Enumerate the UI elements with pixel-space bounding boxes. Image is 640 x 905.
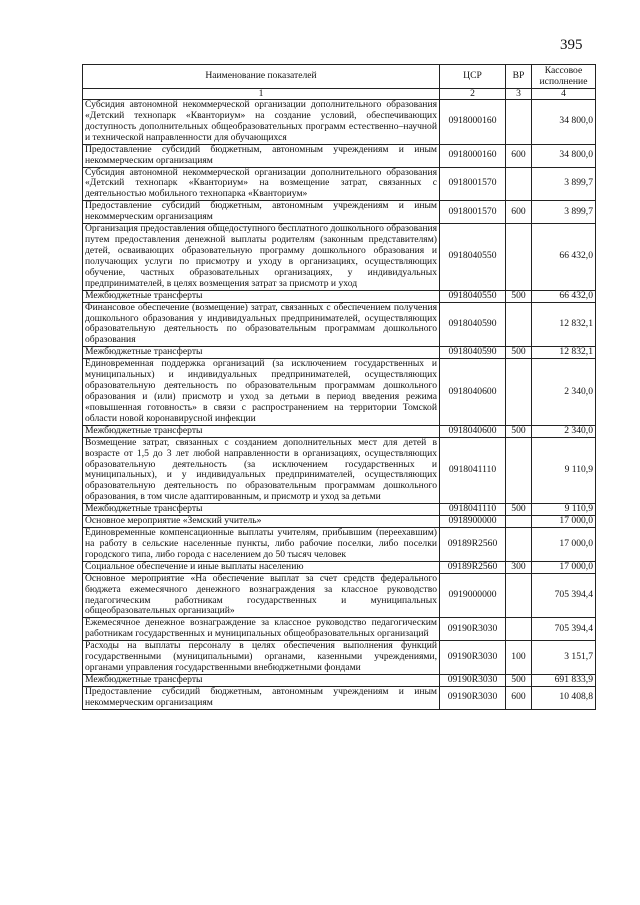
cell-amount: 9 110,9 [532,437,596,504]
cell-vr: 500 [506,347,532,359]
cell-amount: 12 832,1 [532,347,596,359]
table-row [83,675,596,687]
table-row [83,290,596,302]
table-body [83,100,596,710]
column-number: 4 [532,89,596,100]
cell-csr: 0918040590 [440,302,506,347]
cell-amount: 17 000,0 [532,561,596,573]
cell-amount: 2 340,0 [532,425,596,437]
table-header-row [83,65,596,89]
table-row [83,100,596,145]
cell-csr: 09190R3030 [440,686,506,709]
header-amount: Кассовое исполнение [532,65,596,89]
column-number-row [83,89,596,100]
cell-name: Межбюджетные трансферты [83,504,440,516]
cell-csr: 09190R3030 [440,618,506,641]
table-row [83,618,596,641]
table-row [83,686,596,709]
cell-amount: 17 000,0 [532,528,596,562]
cell-vr: 300 [506,561,532,573]
cell-vr [506,167,532,201]
cell-name: Субсидия автономной некоммерческой организации дополнительного образования «Детский технопарк «Кванториум» на возмещение затрат, связанных с деятельностью мобильного технопарка «Кванториум» [83,167,440,201]
table-row [83,528,596,562]
cell-csr: 09190R3030 [440,675,506,687]
cell-name: Предоставление субсидий бюджетным, автономным учреждениям и иным некоммерческим организациям [83,201,440,224]
table-row [83,425,596,437]
cell-amount: 34 800,0 [532,144,596,167]
cell-name: Основное мероприятие «Земский учитель» [83,516,440,528]
table-row [83,167,596,201]
cell-vr [506,516,532,528]
cell-csr: 09189R2560 [440,561,506,573]
header-csr: ЦСР [440,65,506,89]
cell-amount: 2 340,0 [532,359,596,426]
cell-name: Организация предоставления общедоступного бесплатного дошкольного образования путем предоставления денежной выплаты родителям (законным представителям) детей, осваивающих образовательную программу дошкольного образования и получающих услуги по присмотру и уходу в организациях, осуществляющих обучение, частных образовательных организациях, у индивидуальных предпринимателей, в целях возмещения затрат за присмотр и уход [83,224,440,291]
cell-vr [506,437,532,504]
cell-name: Межбюджетные трансферты [83,290,440,302]
cell-csr: 0918041110 [440,437,506,504]
cell-vr: 600 [506,201,532,224]
cell-vr: 100 [506,641,532,675]
cell-vr [506,618,532,641]
cell-csr: 0918040600 [440,425,506,437]
budget-execution-table [82,64,596,710]
table-row [83,437,596,504]
column-number: 2 [440,89,506,100]
cell-csr: 0918041110 [440,504,506,516]
page-number: 395 [560,37,583,53]
cell-amount: 3 899,7 [532,201,596,224]
cell-amount: 691 833,9 [532,675,596,687]
cell-csr: 0918000160 [440,100,506,145]
cell-vr: 500 [506,675,532,687]
table-row [83,561,596,573]
table-row [83,573,596,618]
cell-name: Единовременная поддержка организаций (за исключением государственных и муниципальных) и индивидуальных предпринимателей, осуществляющих образовательную деятельность по образовательным программам дошкольного образования и (или) присмотр и уход за детьми в период введения режима «повышенная готовность» в связи с распространением на территории Томской области новой коронавирусной инфекции [83,359,440,426]
header-name: Наименование показателей [83,65,440,89]
cell-vr: 500 [506,290,532,302]
cell-name: Предоставление субсидий бюджетным, автономным учреждениям и иным некоммерческим организациям [83,686,440,709]
cell-amount: 3 151,7 [532,641,596,675]
table-row [83,144,596,167]
cell-vr: 500 [506,504,532,516]
cell-amount: 705 394,4 [532,618,596,641]
cell-name: Межбюджетные трансферты [83,425,440,437]
table-row [83,224,596,291]
cell-amount: 66 432,0 [532,224,596,291]
cell-csr: 0918000160 [440,144,506,167]
cell-csr: 0918001570 [440,167,506,201]
cell-csr: 0918040600 [440,359,506,426]
cell-csr: 0918900000 [440,516,506,528]
table-row [83,504,596,516]
cell-name: Расходы на выплаты персоналу в целях обеспечения выполнения функций государственными (муниципальными) органами, казенными учреждениями, органами управления государственными внебюджетными фондами [83,641,440,675]
table-row [83,347,596,359]
cell-vr: 600 [506,686,532,709]
header-vr: ВР [506,65,532,89]
cell-amount: 66 432,0 [532,290,596,302]
table-row [83,201,596,224]
cell-amount: 3 899,7 [532,167,596,201]
cell-csr: 09190R3030 [440,641,506,675]
cell-csr: 09189R2560 [440,528,506,562]
column-number: 1 [83,89,440,100]
cell-vr [506,573,532,618]
cell-csr: 0918040550 [440,290,506,302]
cell-csr: 0919000000 [440,573,506,618]
cell-vr [506,302,532,347]
cell-name: Возмещение затрат, связанных с созданием дополнительных мест для детей в возрасте от 1,5 до 3 лет любой направленности в организациях, осуществляющих образовательную деятельность (за исключением государственных и муниципальных), и у индивидуальных предпринимателей, осуществляющих образовательную деятельность по образовательным программам дошкольного образования, в том числе адаптированным, и присмотр и уход за детьми [83,437,440,504]
cell-name: Единовременные компенсационные выплаты учителям, прибывшим (переехавшим) на работу в сельские населенные пункты, либо рабочие поселки, либо поселки городского типа, либо города с населением до 50 тысяч человек [83,528,440,562]
column-number: 3 [506,89,532,100]
cell-vr: 600 [506,144,532,167]
cell-name: Предоставление субсидий бюджетным, автономным учреждениям и иным некоммерческим организациям [83,144,440,167]
cell-amount: 9 110,9 [532,504,596,516]
cell-amount: 10 408,8 [532,686,596,709]
cell-name: Основное мероприятие «На обеспечение выплат за счет средств федерального бюджета ежемесячного денежного вознаграждения за классное руководство педагогическим работникам государственных и муниципальных общеобразовательных организаций» [83,573,440,618]
cell-vr: 500 [506,425,532,437]
cell-name: Ежемесячное денежное вознаграждение за классное руководство педагогическим работникам государственных и муниципальных общеобразовательных организаций [83,618,440,641]
cell-amount: 12 832,1 [532,302,596,347]
cell-vr [506,359,532,426]
table-row [83,641,596,675]
cell-name: Субсидия автономной некоммерческой организации дополнительного образования «Детский технопарк «Кванториум» на создание условий, обеспечивающих доступность дополнительных общеобразовательных программ естественно–научной и технической направленности для обучающихся [83,100,440,145]
cell-csr: 0918001570 [440,201,506,224]
cell-amount: 34 800,0 [532,100,596,145]
cell-name: Социальное обеспечение и иные выплаты населению [83,561,440,573]
cell-vr [506,528,532,562]
table-row [83,516,596,528]
table-row [83,302,596,347]
cell-csr: 0918040590 [440,347,506,359]
cell-amount: 705 394,4 [532,573,596,618]
cell-vr [506,224,532,291]
cell-name: Финансовое обеспечение (возмещение) затрат, связанных с обеспечением получения дошкольного образования у индивидуальных предпринимателей, осуществляющих образовательную деятельность по образовательным программам дошкольного образования [83,302,440,347]
cell-name: Межбюджетные трансферты [83,675,440,687]
cell-csr: 0918040550 [440,224,506,291]
cell-name: Межбюджетные трансферты [83,347,440,359]
cell-amount: 17 000,0 [532,516,596,528]
cell-vr [506,100,532,145]
table-row [83,359,596,426]
